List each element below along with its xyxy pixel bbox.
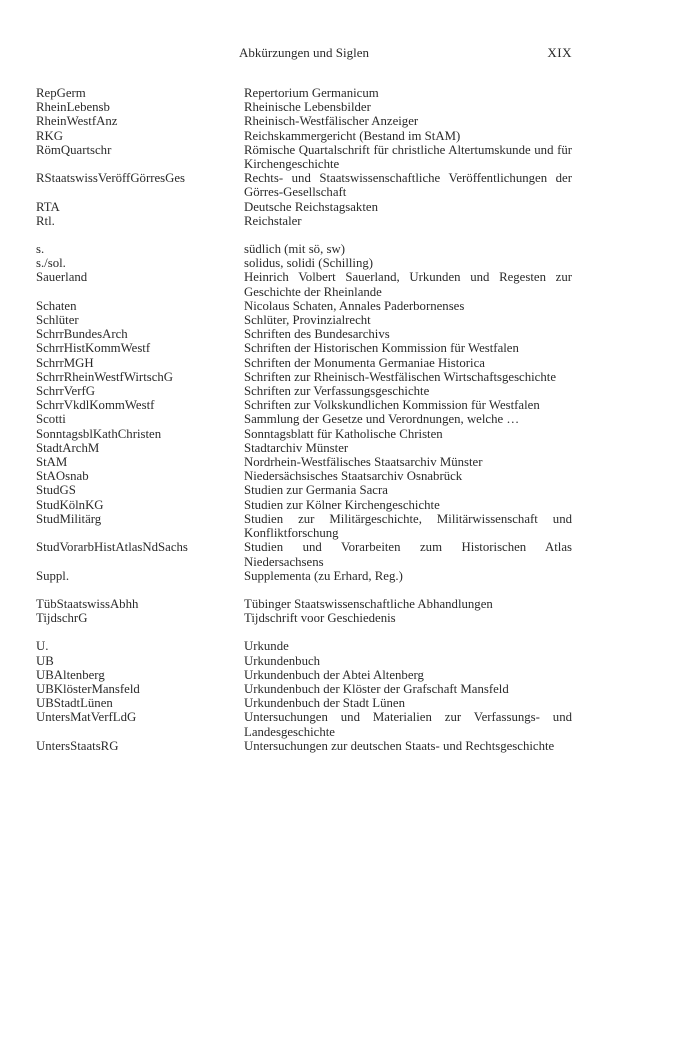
- abbreviation-entry: [36, 270, 572, 298]
- abbreviation-entry: [36, 398, 572, 412]
- abbreviation-entry: [36, 313, 572, 327]
- abbreviation-entry: [36, 512, 572, 540]
- abbreviation-entry: [36, 455, 572, 469]
- definition: Urkundenbuch der Stadt Lünen: [244, 696, 405, 711]
- abbreviation: UntersStaatsRG: [36, 738, 119, 753]
- abbreviation: StadtArchM: [36, 440, 100, 455]
- definition: Schriften der Historischen Kommission für Westfalen: [244, 341, 519, 356]
- definition: Rechts- und Staatswissenschaftliche Veröffentlichungen der Görres-Gesellschaft: [244, 171, 572, 200]
- abbreviation: StAOsnab: [36, 469, 89, 484]
- abbreviation-entry: [36, 611, 572, 625]
- definition: Deutsche Reichstagsakten: [244, 199, 378, 214]
- running-title: Abkürzungen und Siglen: [239, 45, 369, 60]
- abbreviation-entry: [36, 341, 572, 355]
- abbreviation: RStaatswissVeröffGörresGes: [36, 171, 186, 186]
- abbreviation-entry: [36, 441, 572, 455]
- abbreviation: SchrrHistKommWestf: [36, 341, 151, 356]
- definition: Urkunde: [244, 639, 289, 654]
- abbreviation: UB: [36, 653, 54, 668]
- definition: Urkundenbuch der Klöster der Grafschaft Mansfeld: [244, 681, 509, 696]
- abbreviation-entry: [36, 498, 572, 512]
- abbreviation: s.: [36, 242, 45, 257]
- abbreviation: StudGS: [36, 483, 76, 498]
- abbreviation: s./sol.: [36, 256, 66, 271]
- definition: Schriften zur Verfassungsgeschichte: [244, 384, 430, 399]
- definition: Studien zur Militärgeschichte, Militärwissenschaft und Konfliktforschung: [244, 511, 572, 541]
- definition: Reichskammergericht (Bestand im StAM): [244, 128, 461, 143]
- definition: Rheinische Lebensbilder: [244, 100, 371, 115]
- abbreviation-entry: [36, 86, 572, 100]
- definition: Studien und Vorarbeiten zum Historischen Atlas Niedersachsens: [244, 540, 572, 569]
- definition: Schriften zur Rheinisch-Westfälischen Wirtschaftsgeschichte: [244, 369, 556, 384]
- abbreviation: RheinLebensb: [36, 100, 110, 115]
- abbreviation-entry: [36, 597, 572, 611]
- abbreviation: SchrrVerfG: [36, 384, 95, 399]
- abbreviation: Schaten: [36, 298, 77, 313]
- abbreviation: TijdschrG: [36, 611, 88, 626]
- abbreviation: RTA: [36, 199, 60, 214]
- abbreviation-entry: [36, 100, 572, 114]
- abbreviation: Scotti: [36, 412, 66, 427]
- definition: Repertorium Germanicum: [244, 86, 379, 100]
- definition: Supplementa (zu Erhard, Reg.): [244, 568, 403, 583]
- definition: Stadtarchiv Münster: [244, 440, 349, 455]
- abbreviation: StAM: [36, 455, 68, 470]
- abbreviation: Sauerland: [36, 270, 88, 285]
- definition: Urkundenbuch: [244, 653, 321, 668]
- abbreviation: TübStaatswissAbhh: [36, 596, 139, 611]
- abbreviation: RömQuartschr: [36, 142, 112, 157]
- abbreviation: U.: [36, 639, 49, 654]
- definition: Tübinger Staatswissenschaftliche Abhandlungen: [244, 596, 493, 611]
- definition: Sonntagsblatt für Katholische Christen: [244, 426, 443, 441]
- definition: Untersuchungen zur deutschen Staats- und Rechtsgeschichte: [244, 738, 555, 753]
- abbreviation: SchrrVkdlKommWestf: [36, 398, 155, 413]
- definition: Urkundenbuch der Abtei Altenberg: [244, 667, 424, 682]
- abbreviation: RheinWestfAnz: [36, 114, 118, 129]
- definition: Nordrhein-Westfälisches Staatsarchiv Münster: [244, 455, 483, 470]
- definition: Untersuchungen und Materialien zur Verfassungs- und Landesgeschichte: [244, 710, 572, 739]
- abbreviation: UBAltenberg: [36, 667, 105, 682]
- abbreviation: UBStadtLünen: [36, 696, 113, 711]
- abbreviation: Schlüter: [36, 313, 79, 328]
- abbreviation: SchrrMGH: [36, 355, 94, 370]
- definition: solidus, solidi (Schilling): [244, 256, 374, 271]
- definition: Tijdschrift voor Geschiedenis: [244, 611, 396, 626]
- abbreviation-entry: [36, 654, 572, 668]
- definition: Nicolaus Schaten, Annales Paderbornenses: [244, 298, 465, 313]
- definition: Schriften des Bundesarchivs: [244, 327, 390, 342]
- abbreviation-entry: [36, 242, 572, 256]
- definition: südlich (mit sö, sw): [244, 242, 345, 257]
- definition: Reichstaler: [244, 213, 302, 228]
- definition: Studien zur Kölner Kirchengeschichte: [244, 497, 440, 512]
- abbreviation: UBKlösterMansfeld: [36, 681, 140, 696]
- abbreviation: SonntagsblKathChristen: [36, 426, 162, 441]
- abbreviation-entry: [36, 412, 572, 426]
- abbreviation-entry: [36, 171, 572, 199]
- abbreviation-entry: [36, 469, 572, 483]
- abbreviation-list: [36, 86, 572, 753]
- abbreviation: StudMilitärg: [36, 511, 102, 526]
- abbreviation: SchrrBundesArch: [36, 327, 128, 342]
- definition: Heinrich Volbert Sauerland, Urkunden und Regesten zur Geschichte der Rheinlande: [244, 270, 572, 299]
- definition: Schriften zur Volkskundlichen Kommission für Westfalen: [244, 398, 540, 413]
- definition: Schriften der Monumenta Germaniae Historica: [244, 355, 485, 370]
- definition: Römische Quartalschrift für christliche Altertumskunde und für Kirchengeschichte: [244, 142, 572, 172]
- definition: Niedersächsisches Staatsarchiv Osnabrück: [244, 469, 463, 484]
- running-header: [36, 44, 572, 62]
- abbreviation-entry: [36, 682, 572, 696]
- abbreviation-entry: [36, 370, 572, 384]
- abbreviation-entry: [36, 569, 572, 583]
- abbreviation-entry: [36, 114, 572, 128]
- definition: Rheinisch-Westfälischer Anzeiger: [244, 114, 419, 129]
- abbreviation: SchrrRheinWestfWirtschG: [36, 369, 174, 384]
- abbreviation-entry: [36, 739, 572, 753]
- abbreviation-entry: [36, 668, 572, 682]
- definition: Studien zur Germania Sacra: [244, 483, 388, 498]
- abbreviation-entry: [36, 696, 572, 710]
- abbreviation-entry: [36, 129, 572, 143]
- abbreviation: StudKölnKG: [36, 497, 104, 512]
- abbreviation: UntersMatVerfLdG: [36, 710, 137, 725]
- abbreviation: StudVorarbHistAtlasNdSachs: [36, 540, 188, 555]
- abbreviation-entry: [36, 384, 572, 398]
- abbreviation: Suppl.: [36, 568, 70, 583]
- definition: Sammlung der Gesetze und Verordnungen, welche …: [244, 412, 520, 427]
- abbreviation-entry: [36, 540, 572, 568]
- page-number: XIX: [547, 45, 572, 60]
- abbreviation-entry: [36, 200, 572, 214]
- abbreviation-entry: [36, 214, 572, 228]
- abbreviation-entry: [36, 427, 572, 441]
- abbreviation-entry: [36, 639, 572, 653]
- abbreviation: RKG: [36, 128, 64, 143]
- abbreviation: Rtl.: [36, 213, 55, 228]
- abbreviation-entry: [36, 256, 572, 270]
- abbreviation-entry: [36, 143, 572, 171]
- definition: Schlüter, Provinzialrecht: [244, 313, 371, 328]
- abbreviation-entry: [36, 299, 572, 313]
- abbreviation-entry: [36, 356, 572, 370]
- abbreviation-entry: [36, 327, 572, 341]
- abbreviation-entry: [36, 483, 572, 497]
- abbreviation: RepGerm: [36, 86, 86, 100]
- abbreviation-entry: [36, 710, 572, 738]
